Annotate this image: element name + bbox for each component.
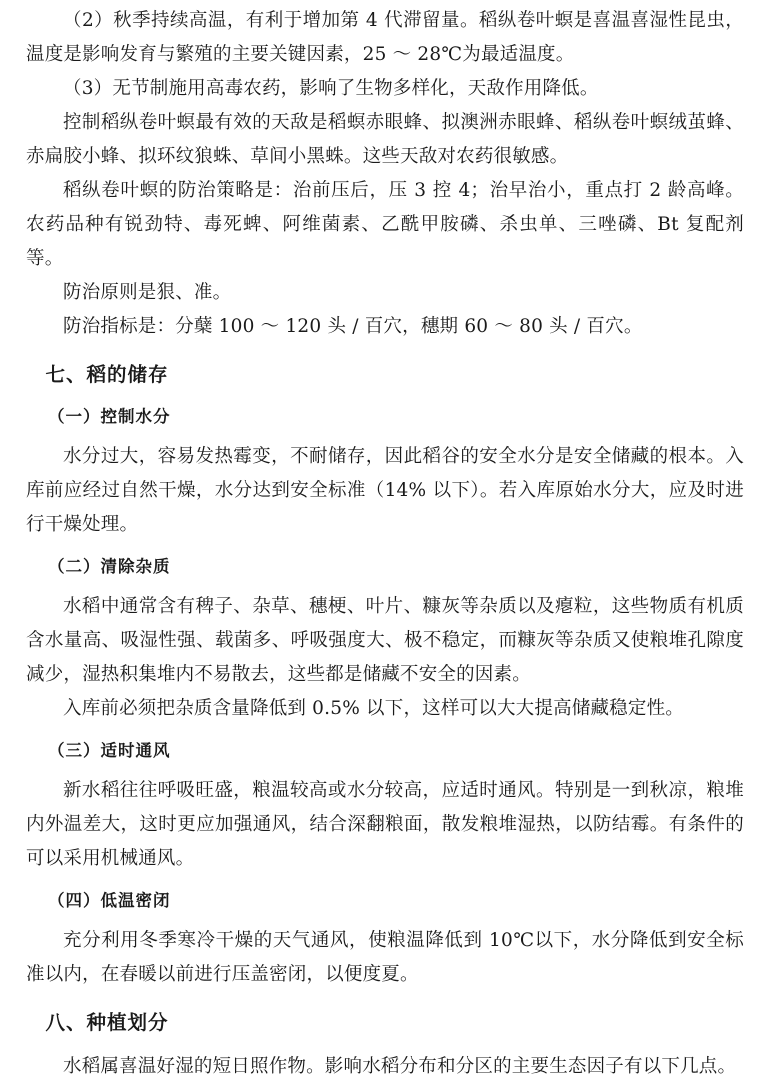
subsection-heading-impurities: （二）清除杂质 [48, 557, 171, 576]
subsection-heading-ventilation: （三）适时通风 [48, 741, 171, 760]
paragraph-impurities: 水稻中通常含有稗子、杂草、穗梗、叶片、糠灰等杂质以及瘪粒，这些物质有机质含水量高、吸湿性强、载菌多、呼吸强度大、极不稳定，而糠灰等杂质又使粮堆孔隙度减少，湿热积集堆内不易散去，这些都是储藏不安全的因素。 [26, 596, 744, 685]
paragraph-pesticide-impact: （3）无节制施用高毒农药，影响了生物多样化，天敌作用降低。 [63, 78, 599, 99]
paragraph-natural-enemies: 控制稻纵卷叶螟最有效的天敌是稻螟赤眼蜂、拟澳洲赤眼蜂、稻纵卷叶螟绒茧蜂、赤扁胶小蜂、拟环纹狼蛛、草间小黑蛛。这些天敌对农药很敏感。 [26, 112, 744, 167]
paragraph-control-index: 防治指标是：分蘖 100 ～ 120 头 / 百穴，穗期 60 ～ 80 头 / 百穴。 [63, 316, 643, 337]
paragraph-low-temp-sealing: 充分利用冬季寒冷干燥的天气通风，使粮温降低到 10℃以下，水分降低到安全标准以内，在春暖以前进行压盖密闭，以便度夏。 [26, 930, 744, 985]
paragraph-moisture: 水分过大，容易发热霉变，不耐储存，因此稻谷的安全水分是安全储藏的根本。入库前应经过自然干燥，水分达到安全标准（14% 以下）。若入库原始水分大，应及时进行干燥处理。 [26, 446, 744, 535]
paragraph-control-strategy: 稻纵卷叶螟的防治策略是：治前压后，压 3 控 4；治早治小，重点打 2 龄高峰。农药品种有锐劲特、毒死蜱、阿维菌素、乙酰甲胺磷、杀虫单、三唑磷、Bt 复配剂等。 [26, 180, 744, 269]
paragraph-impurity-limit: 入库前必须把杂质含量降低到 0.5% 以下，这样可以大大提高储藏稳定性。 [63, 698, 684, 719]
paragraph-autumn-temperature: （2）秋季持续高温，有利于增加第 4 代滞留量。稻纵卷叶螟是喜温喜湿性昆虫，温度是影响发育与繁殖的主要关键因素，25 ～ 28℃为最适温度。 [26, 10, 744, 65]
subsection-heading-low-temp-sealing: （四）低温密闭 [48, 891, 171, 910]
section-heading-storage: 七、稻的储存 [45, 363, 169, 386]
paragraph-control-principle: 防治原则是狠、准。 [63, 282, 232, 303]
paragraph-ventilation: 新水稻往往呼吸旺盛，粮温较高或水分较高，应适时通风。特别是一到秋凉，粮堆内外温差大，这时更应加强通风，结合深翻粮面，散发粮堆湿热，以防结霉。有条件的可以采用机械通风。 [26, 780, 744, 869]
subsection-heading-moisture: （一）控制水分 [48, 407, 171, 426]
section-heading-planting-zones: 八、种植划分 [45, 1011, 169, 1034]
paragraph-planting-zones: 水稻属喜温好湿的短日照作物。影响水稻分布和分区的主要生态因子有以下几点。 [63, 1056, 737, 1077]
